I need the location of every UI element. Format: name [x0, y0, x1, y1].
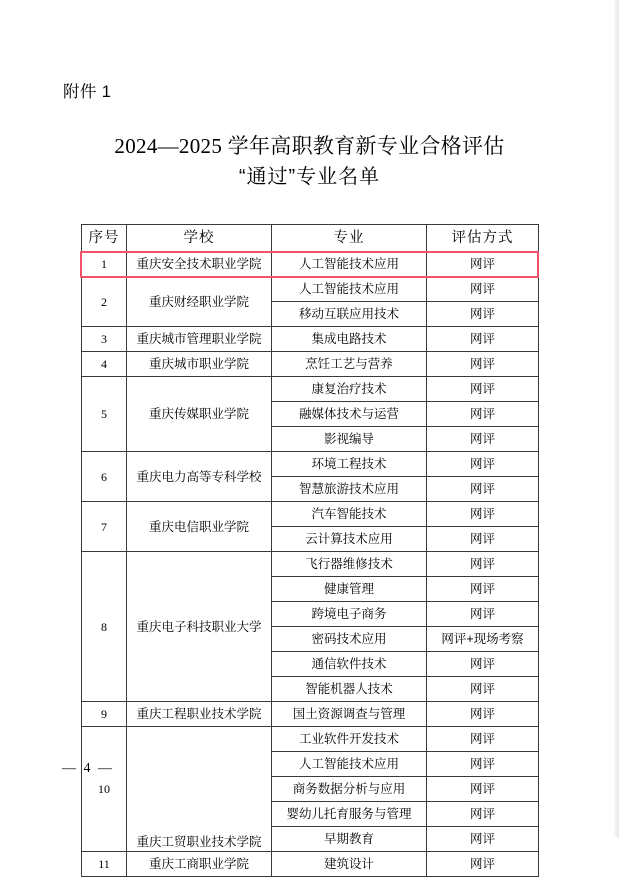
cell-school: 重庆财经职业学院: [127, 277, 272, 327]
cell-method: 网评: [427, 427, 539, 452]
table-row: [82, 252, 539, 277]
cell-method: 网评: [427, 677, 539, 702]
cell-major: 密码技术应用: [272, 627, 427, 652]
cell-major: 智慧旅游技术应用: [272, 477, 427, 502]
page-title-line-2: “通过”专业名单: [238, 166, 381, 188]
cell-school: 重庆电子科技职业大学: [127, 552, 272, 702]
cell-no: 4: [82, 352, 127, 377]
cell-method: 网评: [427, 652, 539, 677]
column-header-major: 专业: [272, 225, 427, 252]
cell-method: 网评: [427, 477, 539, 502]
cell-school: 重庆工程职业技术学院: [127, 702, 272, 727]
table-body: [82, 252, 539, 877]
table-row: [82, 702, 539, 727]
cell-major: 飞行器维修技术: [272, 552, 427, 577]
attachment-label: 附件 1: [63, 83, 112, 101]
cell-major: 人工智能技术应用: [272, 252, 427, 277]
cell-method: 网评: [427, 577, 539, 602]
cell-method: 网评: [427, 402, 539, 427]
cell-major: 环境工程技术: [272, 452, 427, 477]
cell-major: 婴幼儿托育服务与管理: [272, 802, 427, 827]
column-header-no: 序号: [82, 225, 127, 252]
table-header-row: [82, 225, 539, 252]
page-title-line-1: 2024—2025 学年高职教育新专业合格评估: [114, 134, 505, 158]
cell-school: 重庆传媒职业学院: [127, 377, 272, 452]
table-header: [82, 225, 539, 252]
cell-method: 网评: [427, 527, 539, 552]
cell-no: 3: [82, 327, 127, 352]
cell-major: 人工智能技术应用: [272, 752, 427, 777]
cell-method: 网评: [427, 327, 539, 352]
table-row: [82, 727, 539, 752]
cell-major: 通信软件技术: [272, 652, 427, 677]
table-row: [82, 852, 539, 877]
page-title: [0, 131, 619, 193]
table-row: [82, 552, 539, 577]
cell-school: 重庆电信职业学院: [127, 502, 272, 552]
cell-no: 2: [82, 277, 127, 327]
cell-major: 工业软件开发技术: [272, 727, 427, 752]
cell-major: 汽车智能技术: [272, 502, 427, 527]
cell-major: 移动互联应用技术: [272, 302, 427, 327]
table-row: [82, 452, 539, 477]
cell-method: 网评: [427, 452, 539, 477]
cell-school: 重庆工商职业学院: [127, 852, 272, 877]
cell-method: 网评+现场考察: [427, 627, 539, 652]
cell-method: 网评: [427, 852, 539, 877]
cell-no: 6: [82, 452, 127, 502]
cell-school: 重庆城市职业学院: [127, 352, 272, 377]
cell-no: 7: [82, 502, 127, 552]
cell-school: 重庆安全技术职业学院: [127, 252, 272, 277]
cell-method: 网评: [427, 602, 539, 627]
table-row: [82, 502, 539, 527]
majors-table: [81, 224, 539, 877]
cell-no: 9: [82, 702, 127, 727]
cell-method: 网评: [427, 302, 539, 327]
table-row: [82, 277, 539, 302]
cell-major: 建筑设计: [272, 852, 427, 877]
cell-major: 影视编导: [272, 427, 427, 452]
cell-major: 烹饪工艺与营养: [272, 352, 427, 377]
cell-method: 网评: [427, 502, 539, 527]
cell-major: 国土资源调查与管理: [272, 702, 427, 727]
cell-school: 重庆工贸职业技术学院: [127, 727, 272, 852]
cell-major: 人工智能技术应用: [272, 277, 427, 302]
cell-no: 5: [82, 377, 127, 452]
cell-major: 智能机器人技术: [272, 677, 427, 702]
cell-no: 10: [82, 727, 127, 852]
cell-major: 集成电路技术: [272, 327, 427, 352]
cell-method: 网评: [427, 252, 539, 277]
table-row: [82, 327, 539, 352]
cell-method: 网评: [427, 552, 539, 577]
cell-no: 11: [82, 852, 127, 877]
majors-table-container: [81, 224, 538, 877]
cell-major: 云计算技术应用: [272, 527, 427, 552]
cell-method: 网评: [427, 727, 539, 752]
cell-major: 商务数据分析与应用: [272, 777, 427, 802]
cell-school: 重庆城市管理职业学院: [127, 327, 272, 352]
cell-method: 网评: [427, 802, 539, 827]
column-header-school: 学校: [127, 225, 272, 252]
cell-major: 跨境电子商务: [272, 602, 427, 627]
cell-major: 健康管理: [272, 577, 427, 602]
cell-method: 网评: [427, 277, 539, 302]
column-header-method: 评估方式: [427, 225, 539, 252]
cell-method: 网评: [427, 752, 539, 777]
cell-no: 8: [82, 552, 127, 702]
cell-method: 网评: [427, 352, 539, 377]
cell-method: 网评: [427, 827, 539, 852]
cell-major: 康复治疗技术: [272, 377, 427, 402]
table-row: [82, 352, 539, 377]
cell-no: 1: [82, 252, 127, 277]
cell-school: 重庆电力高等专科学校: [127, 452, 272, 502]
cell-method: 网评: [427, 777, 539, 802]
cell-method: 网评: [427, 377, 539, 402]
cell-major: 早期教育: [272, 827, 427, 852]
cell-method: 网评: [427, 702, 539, 727]
page-number: — 4 —: [62, 761, 114, 776]
table-row: [82, 377, 539, 402]
cell-major: 融媒体技术与运营: [272, 402, 427, 427]
